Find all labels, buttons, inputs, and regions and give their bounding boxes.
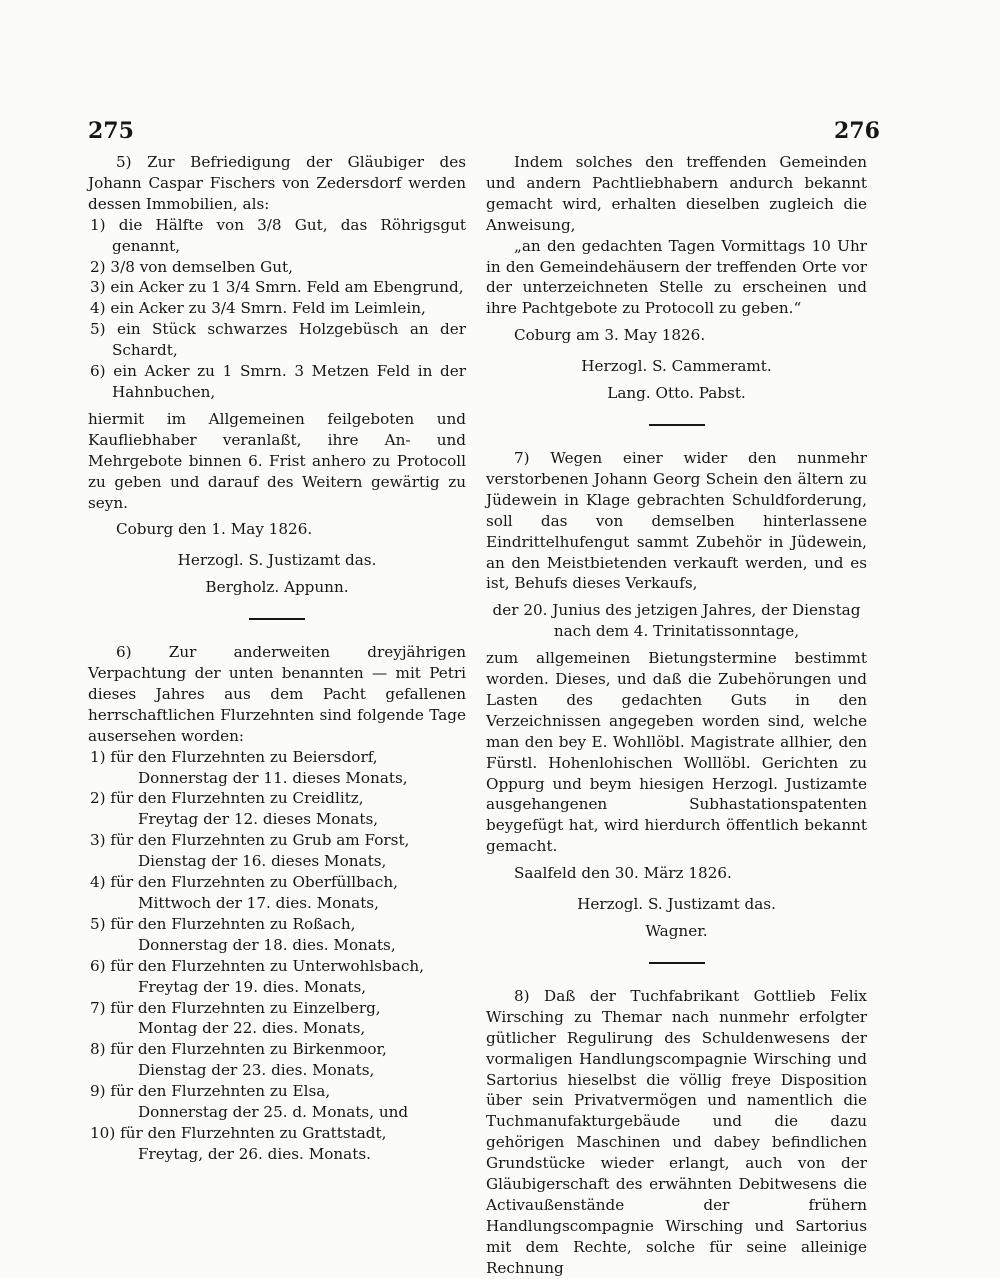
section-divider [649, 424, 705, 426]
list-item: 9) für den Flurzehnten zu Elsa, Donnerstag der 25. d. Monats, und [90, 1082, 409, 1122]
list-item: 7) für den Flurzehnten zu Einzelberg, Montag der 22. dies. Monats, [90, 998, 381, 1038]
page-number-right: 276 [834, 118, 880, 144]
right-column [486, 152, 867, 1279]
notice-6-authority: Herzogl. S. Cammeramt. [581, 357, 772, 376]
notice-7-authority: Herzogl. S. Justizamt das. [577, 895, 776, 914]
list-item: 6) ein Acker zu 1 Smrn. 3 Metzen Feld in der Hahnbuchen, [90, 362, 466, 401]
notice-5-authority: Herzogl. S. Justizamt das. [177, 551, 377, 570]
notice-5-date: Coburg den 1. May 1826. [116, 520, 313, 539]
notice-6-body: Indem solches den treffenden Gemeinden und andern Pachtliebhabern andurch bekannt gemacht wird, erhalten dieselben zugleich die Anweisung, [486, 153, 867, 234]
notice-5-body: hiermit im Allgemeinen feilgeboten und Kaufliebhaber veranlaßt, ihre An- und Mehrgebote binnen 6. Frist anhero zu Protocoll zu geben und darauf des Weitern gewärtig zu seyn. [88, 409, 466, 512]
list-item: 8) für den Flurzehnten zu Birkenmoor, Dienstag der 23. dies. Monats, [90, 1040, 387, 1080]
notice-7-intro: 7) Wegen einer wider den nunmehr verstorbenen Johann Georg Schein den ältern zu Jüdewein in Klage gebrachten Schuldforderung, soll das von demselben hinterlassene Eindrittelhufengut sammt Zubehör in Jüdewein, an den Meistbietenden verkauft werden, und es ist, Behufs dieses Verkaufs, [486, 448, 867, 593]
list-item: 10) für den Flurzehnten zu Grattstadt, Freytag, der 26. dies. Monats. [90, 1123, 387, 1163]
notice-6-signatories: Lang. Otto. Pabst. [607, 384, 746, 403]
list-item: 4) ein Acker zu 3/4 Smrn. Feld im Leimlein, [90, 299, 426, 318]
page-number-left: 275 [88, 118, 134, 144]
notice-8-body: 8) Daß der Tuchfabrikant Gottlieb Felix Wirsching zu Themar nach nunmehr erfolgter gütlicher Regulirung des Schuldenwesens der vormaligen Handlungscompagnie Wirsching und Sartorius hieselbst die völlig freye Disposition über sein Privatvermögen und namentlich die Tuchmanufakturgebäude und die dazu gehörigen Maschinen und dabey befindlichen Grundstücke wieder erlangt, auch von der Gläubigerschaft des erwähnten Debitwesens die Activaußenstände der frühern Handlungscompagnie Wirsching und Sartorius mit dem Rechte, solche für seine alleinige Rechnung [486, 986, 867, 1277]
list-item: 1) für den Flurzehnten zu Beiersdorf, Donnerstag der 11. dieses Monats, [90, 747, 408, 787]
notice-7-date: Saalfeld den 30. März 1826. [514, 864, 732, 883]
list-item: 2) 3/8 von demselben Gut, [90, 257, 293, 276]
left-column [88, 152, 466, 1165]
list-item: 5) ein Stück schwarzes Holzgebüsch an der Schardt, [90, 320, 466, 360]
notice-7-signatories: Wagner. [645, 922, 708, 940]
notice-6-intro: 6) Zur anderweiten dreyjährigen Verpachtung der unten benannten — mit Petri dieses Jahres aus dem Pacht gefallenen herrschaftlichen Flurzehnten sind folgende Tage ausersehen worden: [88, 643, 466, 745]
notice-7-body: zum allgemeinen Bietungstermine bestimmt worden. Dieses, und daß die Zubehörungen und Lasten des gedachten Guts in den Verzeichnissen angegeben worden sind, welche man den bey E. Wohllöbl. Magistrate allhier, den Fürstl. Hohenlohischen Wolllöbl. Gerichten zu Oppurg und beym hiesigen Herzogl. Justizamte ausgehangenen Subhastationspatenten beygefügt hat, wird hierdurch öffentlich bekannt gemacht. [486, 649, 867, 856]
list-item: 5) für den Flurzehnten zu Roßach, Donnerstag der 18. dies. Monats, [90, 914, 396, 954]
notice-6-quote: „an den gedachten Tagen Vormittags 10 Uhr in den Gemeindehäusern der treffenden Orte vor der unterzeichneten Stelle zu erscheinen und ihre Pachtgebote zu Protocoll zu geben.“ [486, 236, 867, 318]
notice-5-signatories: Bergholz. Appunn. [205, 578, 349, 597]
list-item: 6) für den Flurzehnten zu Unterwohlsbach, Freytag der 19. dies. Monats, [90, 956, 424, 996]
list-item: 4) für den Flurzehnten zu Oberfüllbach, Mittwoch der 17. dies. Monats, [90, 873, 398, 912]
list-item: 2) für den Flurzehnten zu Creidlitz, Freytag der 12. dieses Monats, [90, 789, 379, 829]
list-item: 3) für den Flurzehnten zu Grub am Forst, Dienstag der 16. dieses Monats, [90, 831, 410, 871]
notice-6-date: Coburg am 3. May 1826. [514, 326, 706, 345]
notice-7-date-line: der 20. Junius des jetzigen Jahres, der Dienstag nach dem 4. Trinitatissonntage, [492, 601, 861, 641]
list-item: 3) ein Acker zu 1 3/4 Smrn. Feld am Ebengrund, [90, 278, 464, 297]
list-item: 1) die Hälfte von 3/8 Gut, das Röhrigsgut genannt, [90, 215, 467, 255]
section-divider [249, 618, 305, 620]
section-divider [649, 962, 705, 964]
notice-5-intro: 5) Zur Befriedigung der Gläubiger des Johann Caspar Fischers von Zedersdorf werden dessen Immobilien, als: [88, 153, 466, 213]
